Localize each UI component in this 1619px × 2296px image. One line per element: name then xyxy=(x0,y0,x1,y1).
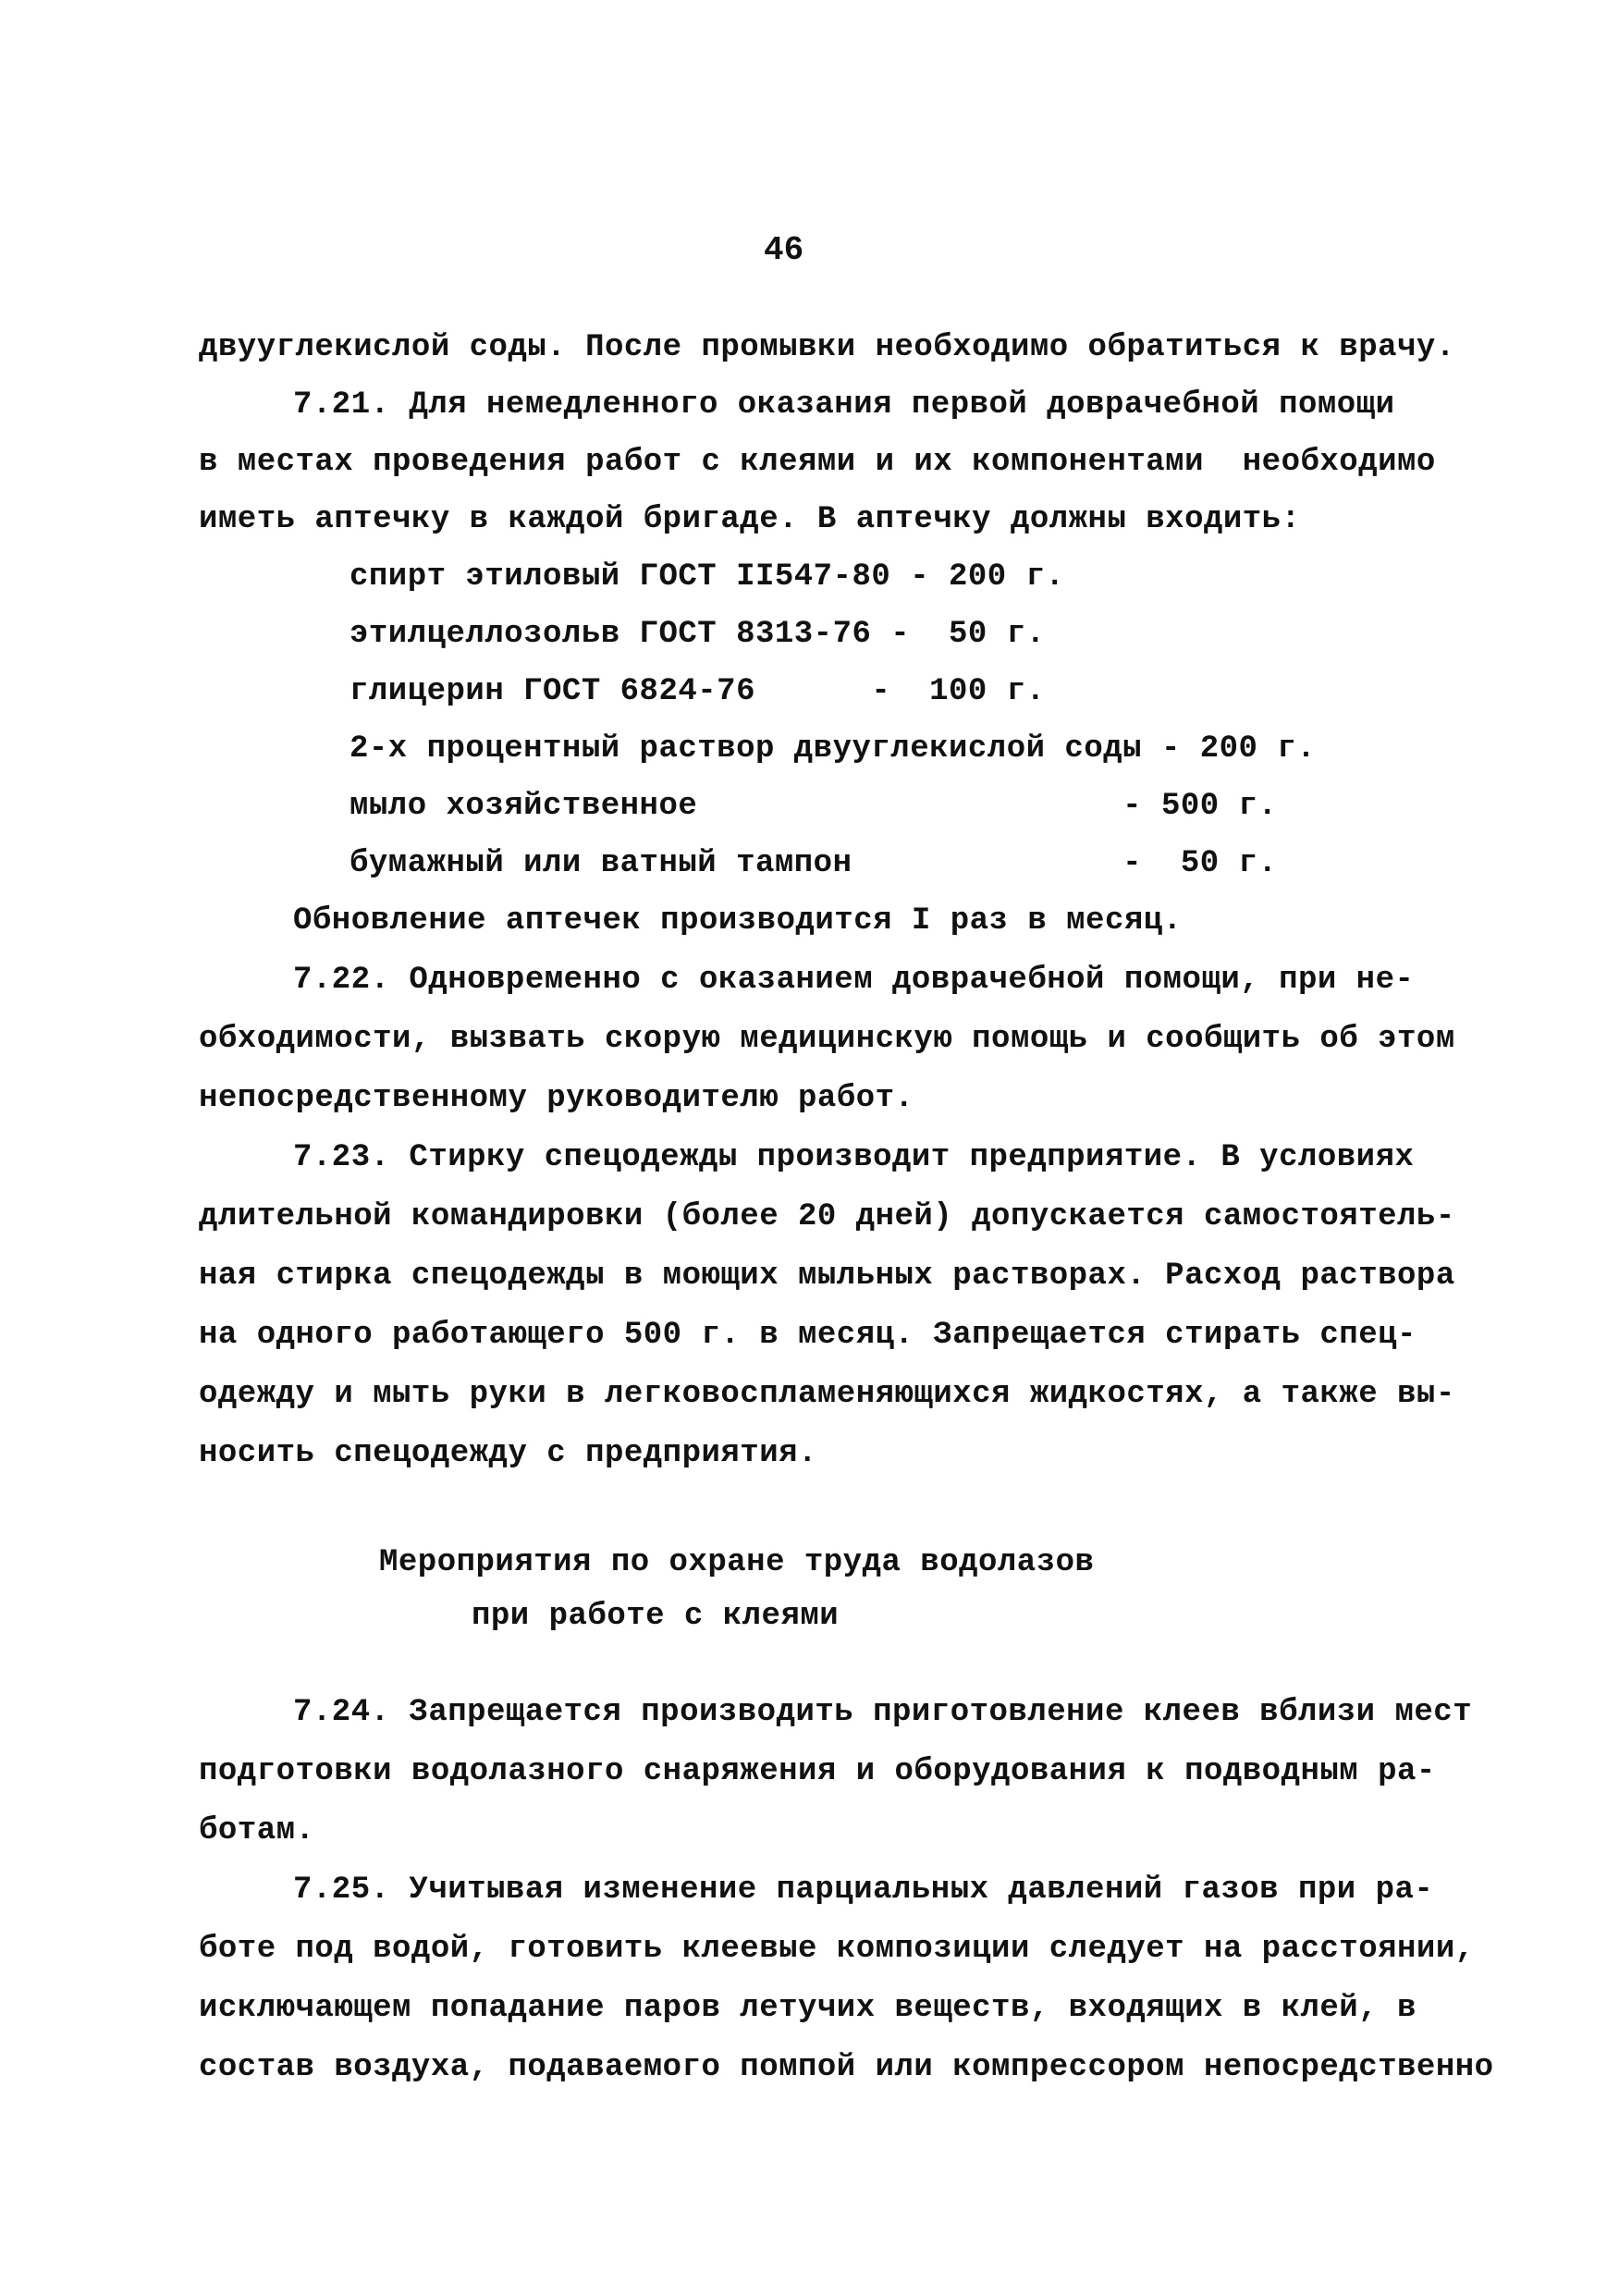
kit-list-item: мыло хозяйственное - 500 г. xyxy=(350,789,1278,824)
page-number: 46 xyxy=(764,231,804,269)
paragraph-7-21-start: 7.21. Для немедленного оказания первой доврачебной помощи xyxy=(293,387,1395,423)
kit-list-item: бумажный или ватный тампон - 50 г. xyxy=(350,846,1278,881)
kit-list-item: 2-х процентный раствор двууглекислой соды - 200 г. xyxy=(350,731,1317,767)
kit-list-item: спирт этиловый ГОСТ II547-80 - 200 г. xyxy=(350,559,1065,595)
text-line: в местах проведения работ с клеями и их компонентами необходимо xyxy=(199,445,1436,480)
paragraph-7-23-start: 7.23. Стирку спецодежды производит предприятие. В условиях xyxy=(293,1140,1415,1175)
text-line: обходимости, вызвать скорую медицинскую помощь и сообщить об этом xyxy=(199,1022,1455,1057)
section-heading: при работе с клеями xyxy=(472,1599,840,1634)
text-line: непосредственному руководителю работ. xyxy=(199,1081,914,1116)
text-line: Обновление аптечек производится I раз в месяц. xyxy=(293,903,1183,939)
text-line: боте под водой, готовить клеевые композиции следует на расстоянии, xyxy=(199,1932,1475,1967)
section-heading: Мероприятия по охране труда водолазов xyxy=(379,1545,1095,1580)
kit-list-item: этилцеллозольв ГОСТ 8313-76 - 50 г. xyxy=(350,617,1046,652)
text-line: ботам. xyxy=(199,1813,315,1848)
kit-list-item: глицерин ГОСТ 6824-76 - 100 г. xyxy=(350,674,1046,709)
text-line: иметь аптечку в каждой бригаде. В аптечку должны входить: xyxy=(199,502,1301,537)
text-line: ная стирка спецодежды в моющих мыльных растворах. Расход раствора xyxy=(199,1259,1455,1294)
text-line: одежду и мыть руки в легковоспламеняющихся жидкостях, а также вы- xyxy=(199,1377,1455,1412)
paragraph-7-22-start: 7.22. Одновременно с оказанием доврачебной помощи, при не- xyxy=(293,963,1415,998)
text-line: подготовки водолазного снаряжения и оборудования к подводным ра- xyxy=(199,1754,1436,1789)
text-line: длительной командировки (более 20 дней) допускается самостоятель- xyxy=(199,1199,1455,1234)
paragraph-7-25-start: 7.25. Учитывая изменение парциальных давлений газов при ра- xyxy=(293,1872,1434,1908)
text-line: носить спецодежду с предприятия. xyxy=(199,1436,817,1471)
text-line: на одного работающего 500 г. в месяц. Запрещается стирать спец- xyxy=(199,1318,1417,1353)
text-line: двууглекислой соды. После промывки необходимо обратиться к врачу. xyxy=(199,330,1455,365)
paragraph-7-24-start: 7.24. Запрещается производить приготовление клеев вблизи мест xyxy=(293,1695,1473,1730)
text-line: состав воздуха, подаваемого помпой или компрессором непосредственно xyxy=(199,2050,1494,2085)
text-line: исключающем попадание паров летучих веществ, входящих в клей, в xyxy=(199,1991,1417,2026)
